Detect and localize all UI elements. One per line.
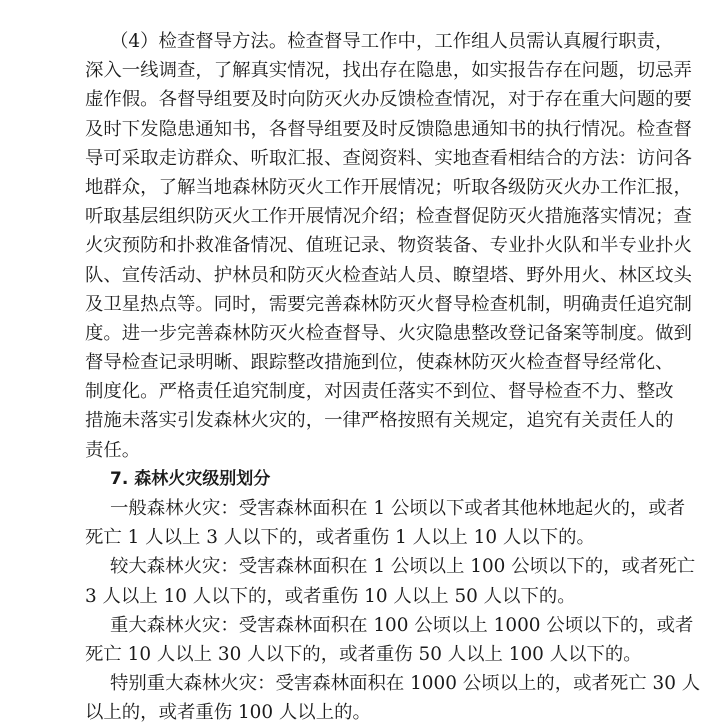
text-line: 制度化。严格责任追究制度，对因责任落实不到位、督导检查不力、整改 <box>85 381 674 403</box>
paragraph-fire-level-larger <box>85 552 696 610</box>
paragraph-inspection-method <box>85 27 692 465</box>
text-line: 虚作假。各督导组要及时向防灭火办反馈检查情况，对于存在重大问题的要 <box>85 89 692 111</box>
text-line: 深入一线调查，了解真实情况，找出存在隐患，如实报告存在问题，切忌弄 <box>85 60 692 82</box>
text-line: 特别重大森林火灾：受害森林面积在 1000 公顷以上的，或者死亡 30 人 <box>110 673 701 695</box>
text-line: 及时下发隐患通知书，各督导组要及时反馈隐患通知书的执行情况。检查督 <box>85 118 692 140</box>
text-line: 较大森林火灾：受害森林面积在 1 公顷以上 100 公顷以下的，或者死亡 <box>110 556 696 578</box>
text-line: 死亡 10 人以上 30 人以下的，或者重伤 50 人以上 100 人以下的。 <box>85 643 642 665</box>
paragraph-fire-level-major <box>85 611 694 669</box>
text-line: 责任。 <box>85 439 141 461</box>
text-line: 导可采取走访群众、听取汇报、查阅资料、实地查看相结合的方法：访问各 <box>85 147 692 169</box>
paragraph-fire-level-general <box>85 494 686 552</box>
text-line: 地群众，了解当地森林防灭火工作开展情况；听取各级防灭火办工作汇报， <box>85 176 692 198</box>
text-line: 火灾预防和扑救准备情况、值班记录、物资装备、专业扑火队和半专业扑火 <box>85 235 692 257</box>
text-line: 死亡 1 人以上 3 人以下的，或者重伤 1 人以上 10 人以下的。 <box>85 527 595 549</box>
text-line: （4）检查督导方法。检查督导工作中，工作组人员需认真履行职责， <box>110 31 674 52</box>
text-line: 3 人以上 10 人以下的，或者重伤 10 人以上 50 人以下的。 <box>85 585 576 607</box>
text-line: 听取基层组织防灭火工作开展情况介绍；检查督促防灭火措施落实情况；查 <box>85 206 692 228</box>
text-line: 度。进一步完善森林防灭火检查督导、火灾隐患整改登记备案等制度。做到 <box>85 322 692 344</box>
section-heading: 7. 森林火灾级别划分 <box>110 468 271 489</box>
text-line: 督导检查记录明晰、跟踪整改措施到位，使森林防灭火检查督导经常化、 <box>85 352 674 374</box>
text-line: 重大森林火灾：受害森林面积在 100 公顷以上 1000 公顷以下的，或者 <box>110 614 694 636</box>
text-line: 及卫星热点等。同时，需要完善森林防灭火督导检查机制，明确责任追究制 <box>85 293 692 315</box>
text-line: 一般森林火灾：受害森林面积在 1 公顷以下或者其他林地起火的，或者 <box>110 498 686 519</box>
document-body <box>85 27 701 728</box>
paragraph-fire-level-especially-major <box>85 669 701 727</box>
text-line: 队、宣传活动、护林员和防灭火检查站人员、瞭望塔、野外用火、林区坟头 <box>85 264 692 286</box>
text-line: 以上的，或者重伤 100 人以上的。 <box>85 702 371 724</box>
text-line: 措施未落实引发森林火灾的，一律严格按照有关规定，追究有关责任人的 <box>85 410 674 432</box>
